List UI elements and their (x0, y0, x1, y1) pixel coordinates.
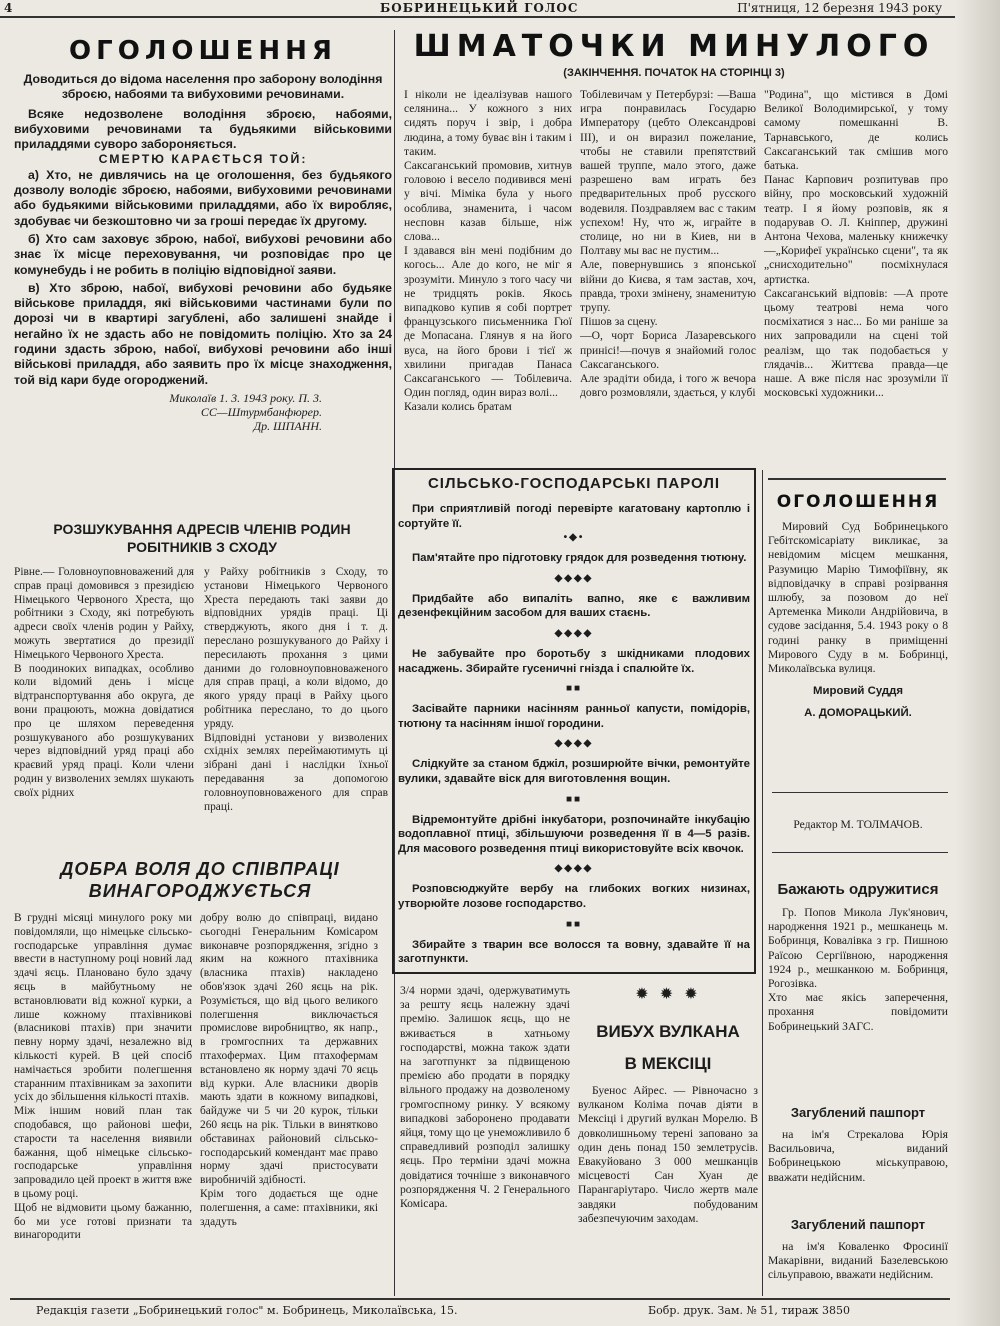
password-item: Збирайте з тварин все волосся та вовну, здавайте її на заготпункти. (398, 938, 750, 966)
goodwill-title: ДОБРА ВОЛЯ ДО СПІВПРАЦІ ВИНАГОРОДЖУЄТЬСЯ (60, 859, 340, 901)
pieces-col2: Тобілевичам у Петербурзі: —Ваша игра понравилась Государю Императору (цебто Олександрові III), и он виразил пожелание, чтобы не ставили препятствий вашей труппе, мало этого, даже разрешено вам играть без предварительных проб русского водевиля. Поздравляем вас с таким успехом! Ну, что ж, играйте в столице, но ни в Киев, ни в Полтаву мы вас не пустим... Але, повернувшись з японської війни до Києва, я там застав, хоч, правда, трохи змінену, знаменитую трупу. Пішов за сцену. —О, чорт Бориса Лазаревського принісі!—почув я знайомий голос Саксаганського. Але зрадіти обида, і того ж вечора довго розмовляли, здається, у клубі (580, 88, 756, 400)
pieces-col1: І ніколи не ідеалізував нашого селянина... У кожного з них сидять поруч і звір, і добра людина, а тому буває він і таким і таким. Саксаганський промовив, хитнув головою і весело подивився мені у вічі. Міміка була у нього особлива, знаменита, і часом несповн казав більше, ніж слова... І здавався він мені подібним до когось... Але до кого, не міг я зрозуміти. Минуло з того часу чи не тридцять років. Якось випадково купив я собі портрет французського письменника Гюї де Мопасана. Глянув я на його вуса, на його брови і тієї ж хвилини пригадав Панаса Саксаганського — Тобілевича. Один погляд, один вираз волі... Казали колись братам (404, 88, 572, 414)
lost-passport-1 (768, 1104, 948, 1194)
paper-title: БОБРИНЕЦЬКИЙ ГОЛОС (380, 1, 579, 15)
weapons-sig1: Миколаїв 1. 3. 1943 року. П. 3. (169, 390, 322, 405)
password-item: Розповсюджуйте вербу на глибоких вогких низинах, утворюйте лозове господарство. (398, 883, 750, 910)
search-col2: у Райху робітників з Сходу, то установи Німецького Червоного Хреста передають такі заяви до відповідних урядів праці. Ці стверджують, якого дня і т. д. переслано розшукуваного до Райху і пересилають прохання з цими даними до головноуповноваженого для справ праці, а коли відомо, до якого уряду праці в Райху цього робітника переслано, то до цього уряду. Відповідні установи у визволених східніх землях переймаютимуть ці зібрані дані і наслідки їхньої передавання за допомогою головноуповноваженого для справ праці. (204, 566, 388, 813)
weapons-announcement-title: ОГОЛОШЕННЯ (69, 36, 337, 66)
search-col1: Рівне.— Головноуповноважений для справ праці домовився з президією Німецького Червоного Хреста, що робітники з Сходу, які потребують адреси своїх членів родин у Райху, можуть звертатися до президії Німецького Червоного Хреста. В поодиноких випадках, особливо коли відомий день і місце відтранспортування або округа, де вони працюють, можна довідатися про це шляхом переведення розшукуваного або розшукуваних через відповідний уряд праці або краєвий уряд праці. Коли члени родин у визволених землях шукають своїх рідних (14, 566, 194, 799)
pieces-subtitle: (ЗАКІНЧЕННЯ. ПОЧАТОК НА СТОРІНЦІ 3) (563, 67, 785, 79)
footer-right: Бобр. друк. Зам. № 51, тираж 3850 (648, 1304, 851, 1317)
footer (0, 1300, 1000, 1326)
weapons-announcement (14, 34, 392, 504)
weapons-b: б) Хто сам заховує зброю, набої, вибухові речовини або знає їх місце переховування, чи розповідає про це комунебудь і не робить в поліцію відповідної заяви. (14, 231, 392, 277)
password-item: Слідкуйте за станом бджіл, розширюйте вічки, ремонтуйте вулики, здавайте віск для виготовлення вощин. (398, 758, 750, 785)
pieces-heading-block (400, 28, 948, 84)
rule (772, 792, 948, 793)
volcano-article (578, 984, 758, 1296)
ornament: ◆◆◆◆ (554, 863, 594, 875)
lost1-text: на ім'я Стрекалова Юрія Васильовича, виданий Бобринецькою міськуправою, вважати недійсним. (768, 1128, 948, 1184)
ornament: ◆◆◆◆ (554, 738, 594, 750)
volcano-ornament: ✹ ✹ ✹ (635, 984, 701, 1003)
ornament: ■■ (565, 683, 583, 695)
volcano-title-1: ВИБУХ ВУЛКАНА (596, 1022, 740, 1041)
pieces-col3: "Родина", що містився в Домі Великої Володимирської, у тому самому помешканні В. Тарнавського, де колись Саксаганський так смішив мого батька. Панас Карпович розпитував про війну, про московський художній театр. І я йому розповів, як я подарував О. Л. Кніппер, дружині Антона Чехова, маленьку книжечку—„Корифеї українсько сцени", та як „снисходительно" посміхнулася артистка. Саксаганський відповів: —А проте цьому театрові нема чого посміхатися з нас... Бо ми раніше за них запровадили на сцені той реалізм, що так подобається у глядачів... Життєва правда—це наше. А вже після нас зрозуміли її московські художники... (764, 88, 948, 400)
search-title: РОЗШУКУВАННЯ АДРЕСІВ ЧЛЕНІВ РОДИН РОБІТНИКІВ З СХОДУ (53, 521, 351, 555)
ornament: ■■ (565, 793, 583, 805)
lost2-text: на ім'я Коваленко Фросинії Макарівни, виданий Базелевською сільуправою, вважати недійсним. (768, 1240, 948, 1282)
ornament: ■■ (565, 918, 583, 930)
divorce-text: Мировий Суд Бобринецького Гебітскомісаріату викликає, за невідомим місцем мешкання, Разумицю Марію Тимофіївну, як відповідачку в справі розірвання шлюбу, за позовом до неї Артеменка Миколи Андрійовича, в судове засідання, 5.4. 1943 року о 8 годині ранку в приміщенні Мирового Суду в м. Бобринці, Миколаївська вулиця. (768, 520, 948, 676)
password-item: Пам'ятайте про підготовку грядок для розведення тютюну. (412, 552, 747, 565)
judge-label: Мировий Суддя (813, 685, 903, 698)
weapons-v: в) Хто зброю, набої, вибухові речовини або будьяке військове приладдя, які військовими частинами були по дорозі чи в квартирі загублені, або залишені знайде і негайно їх не здасть або не повідомить поліцію. Хто за 24 години здасть зброю, набої, вибухові речовини або інші військові приладдя, або заявить про їх місце знаходження, той від кари буде огороджений. (14, 280, 392, 387)
volcano-title-2: В МЕКСІЦІ (624, 1054, 712, 1073)
judge-name: А. ДОМОРАЦЬКИЙ. (804, 707, 912, 720)
lost2-title: Загублений пашпорт (790, 1217, 926, 1232)
ornament: ◆◆◆◆ (554, 627, 594, 639)
ornament: ◆◆◆◆ (554, 572, 594, 584)
editor: Редактор М. ТОЛМАЧОВ. (793, 818, 923, 831)
rule (772, 852, 948, 853)
goodwill-col3: 3/4 норми здачі, одержуватимуть за решту яєць належну здачі премію. Залишок яєць, що не вживається в хатньому господарстві, можна також здати на заготпункт за підвищеною премією або продати в порядку вільного продажу на дозволеному громгоспному ринку. У всякому випадкові заборонено продавати яйця, тому що це унеможливило б справедливий розподіл залишку яєць. Про терміни здачі можна довідатися точніше з виконавчого розпорядження Ч. 2 Генерального Комісара. (400, 984, 570, 1211)
search-heading-block (14, 520, 390, 564)
goodwill-heading-block (8, 858, 392, 908)
password-item: При сприятливій погоді перевірте кагатовану картоплю і сортуйте її. (398, 503, 750, 530)
rule (768, 478, 946, 480)
password-item: Придбайте або випаліть вапно, яке є важливим дезенфекційним засобом для ваших стаєнь. (398, 592, 750, 620)
password-item: Відремонтуйте дрібні інкубатори, розпочинайте інкубацію водоплавної птиці, збільшуючи розведення її в 4—5 разів. Для масового розведення птиці використовуйте всіх квочок. (398, 813, 750, 855)
paper-edge (955, 0, 1000, 1326)
pieces-title: ШМАТОЧКИ МИНУЛОГО (413, 29, 935, 64)
masthead (0, 0, 1000, 18)
marriage-notice (768, 880, 948, 1080)
passwords-title: СІЛЬСЬКО-ГОСПОДАРСЬКІ ПАРОЛІ (427, 475, 721, 492)
ornament: •◆• (563, 532, 585, 544)
column-rule (762, 470, 763, 1296)
password-item: Не забувайте про боротьбу з шкідниками плодових насаджень. Збирайте гусеничні гнізда і спалюйте їх. (398, 647, 750, 675)
passwords-content (398, 474, 750, 970)
divorce-title: ОГОЛОШЕННЯ (776, 492, 940, 512)
marriage-title: Бажають одружитися (777, 881, 939, 898)
weapons-a: а) Хто, не дивлячись на це оголошення, без будьякого дозволу володіє зброєю, набоями, вибуховими речовинами або будьякими військовими приладдями, або їх виробляє, здобуває чи безкоштовно чи за гроші передає їх другому. (14, 167, 392, 228)
password-item: Засівайте парники насінням ранньої капусти, помідорів, тютюну та насінням іншої городини. (398, 703, 750, 730)
lost1-title: Загублений пашпорт (790, 1105, 926, 1120)
lost-passport-2 (768, 1216, 948, 1300)
volcano-text: Буенос Айрес. — Рівночасно з вулканом Коліма почав діяти в Мексіці і другий вулкан Морелю. В довколишньому терені заповано за один день понад 150 землетрусів. Евакуйовано 3 000 мешканців місцевості Сан Хуан де Парангаріутаро. Число жертв мале завдяки побудованим забезпечуючим заходам. (578, 1084, 758, 1225)
goodwill-col2: добру волю до співпраці, видано сьогодні Генеральним Комісаром виконавче розпорядження, згідно з яким на кожного птахівника (власника птахів) накладено обов'язок здачі 260 яєць на рік. Розуміється, що від цього великого полегшення виключається промислове виробництво, як напр., в громгоспних та державних птахофермах. Цим птахофермам встановлено як норму здачі 70 яєць від курки. Але власники дворів мають здати в кожному випадкові, байдуже чи 5 чи 20 курок, тільки 260 яєць на рік. Тільки в винятково обставинах районовий сільсько-господарський комендант має право норму здачі пристосувати виробничій здібності. Крім того додається ще одне полегшення, а саме: птахівники, які здадуть (200, 912, 378, 1228)
issue-date: П'ятниця, 12 березня 1943 року (737, 1, 942, 15)
weapons-sig2: СС—Штурмбанфюрер. (200, 404, 322, 419)
weapons-sig3: Др. ШПАНН. (253, 418, 322, 433)
weapons-p1: Всяке недозволене володіння зброєю, набоями, вибуховими речовинами та будьякими військовими приладдями суворо забороняється. (14, 106, 392, 152)
footer-left: Редакція газети „Бобринецький голос" м. Бобринець, Миколаївська, 15. (36, 1304, 458, 1317)
marriage-text: Гр. Попов Микола Лук'янович, народження 1921 р., мешканець м. Бобринця, Ковалівка з гр. Пишною Раїсою Сергіївною, народження 1924 р., мешканкою м. Бобринця, Рогозівка. Хто має якісь заперечення, прохання повідомити Бобринецький ЗАГС. (768, 906, 948, 1033)
goodwill-col1: В грудні місяці минулого року ми повідомляли, що німецьке сільсько-господарське управління думає ввести в наступному році новий лад здачі яєць. Плановано було здачу яєць в майбутньому не встановлювати від кожної курки, а лише кожному птахівникові (власникові птахів) при значити певну норму здачі, незалежно від кількості курей. В цей спосіб намічається зробити полегшення старанним птахівникам за захопити усіх до збільшення кількості птахів. Між іншим новий план так сподобався, що районові шефи, старости та населення виявили бажання, щоб німецьке сільсько-господарське управління запровадило цей проект в життя вже в цьому році. Щоб не відмовити цьому бажанню, бо ми усе готові признати та винагородити (14, 912, 192, 1242)
page-number: 4 (4, 1, 13, 15)
weapons-death: СМЕРТЮ КАРАЄТЬСЯ ТОЙ: (98, 152, 308, 167)
weapons-lead: Доводиться до відома населення про заборону володіння зброєю, набоями та вибуховими речовинами. (23, 72, 383, 102)
divorce-announcement (768, 478, 948, 788)
